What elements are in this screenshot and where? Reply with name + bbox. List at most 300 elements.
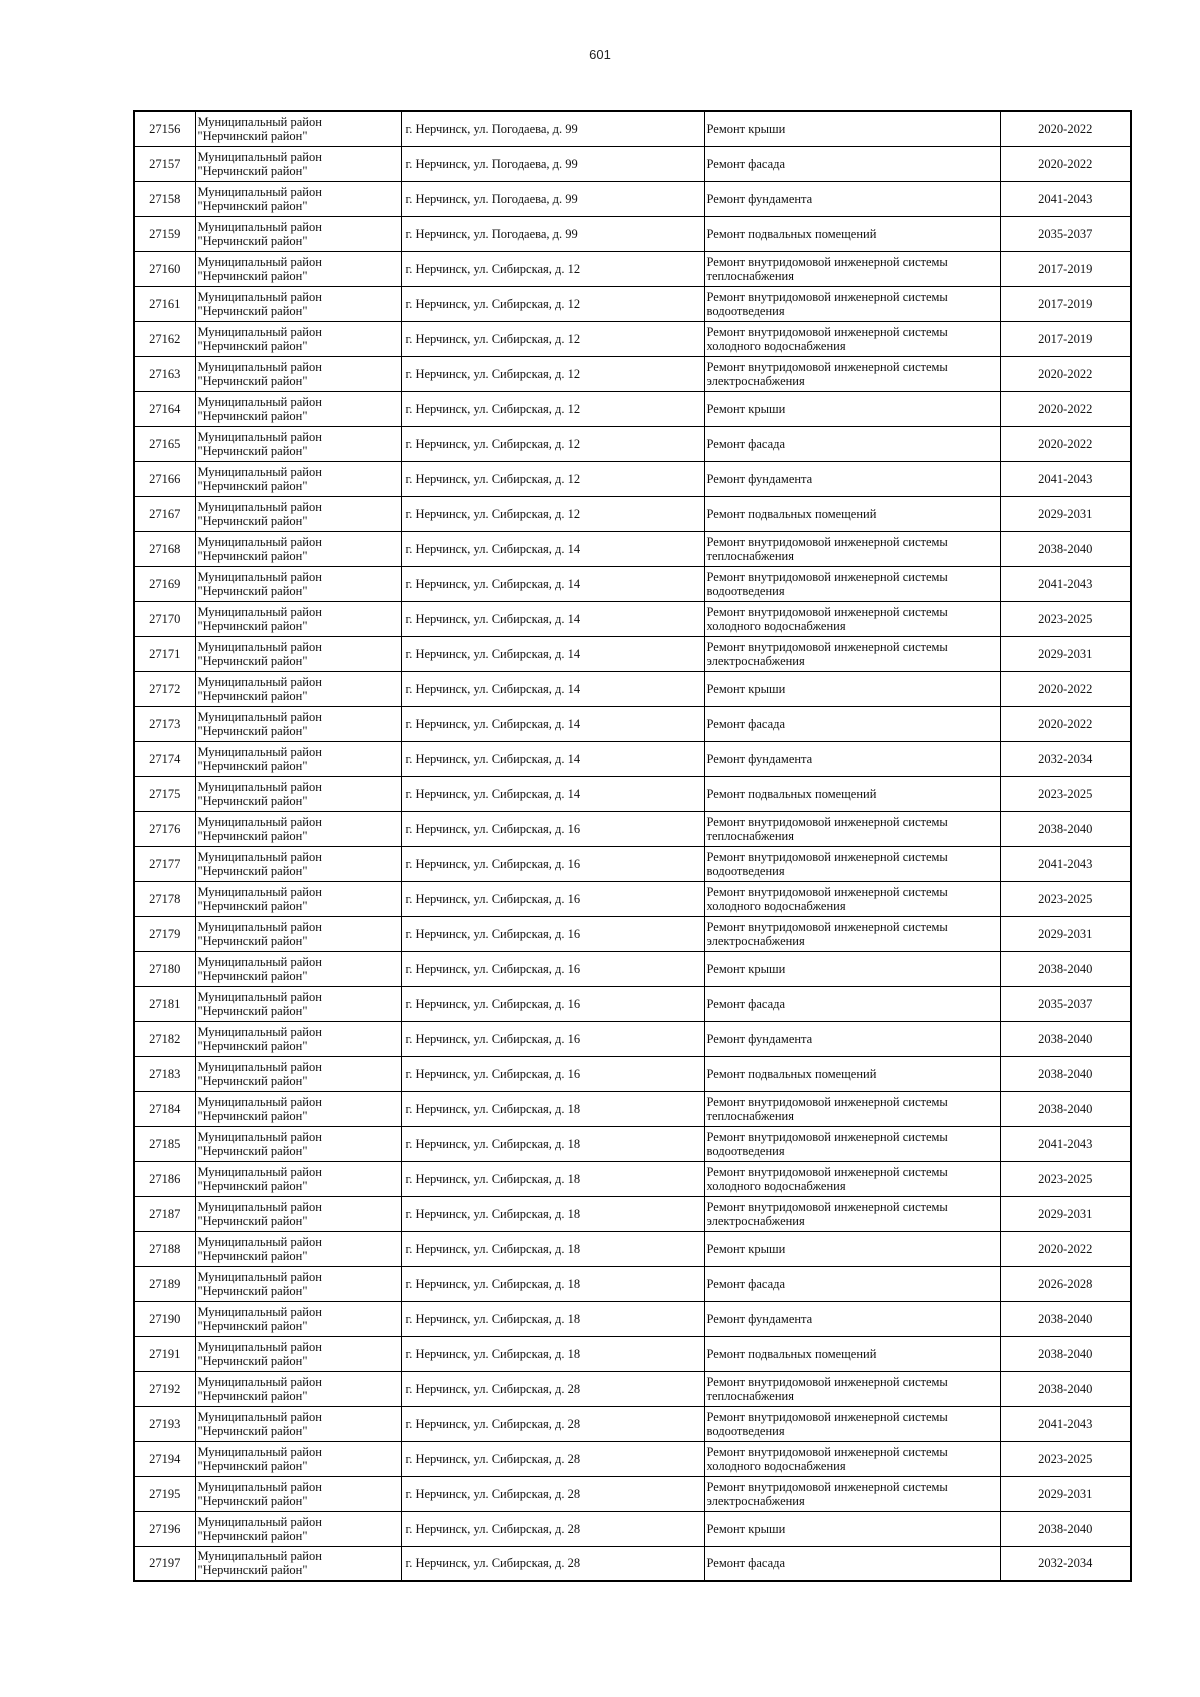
municipality-line-1: Муниципальный район	[197, 814, 322, 829]
table-row	[134, 1196, 1131, 1231]
municipality-line-2: "Нерчинский район"	[197, 233, 308, 248]
municipality-line-1: Муниципальный район	[197, 1514, 322, 1529]
cell-id: 27181	[134, 986, 195, 1021]
work-type-line-2: холодного водоснабжения	[706, 1178, 846, 1193]
municipality-line-2: "Нерчинский район"	[197, 1353, 308, 1368]
cell-address: г. Нерчинск, ул. Сибирская, д. 28	[401, 1371, 704, 1406]
cell-work-type	[704, 146, 1000, 181]
municipality-line-2: "Нерчинский район"	[197, 1073, 308, 1088]
cell-id: 27187	[134, 1196, 195, 1231]
cell-work-type	[704, 741, 1000, 776]
cell-id: 27192	[134, 1371, 195, 1406]
cell-id: 27163	[134, 356, 195, 391]
municipality-line-1: Муниципальный район	[197, 149, 322, 164]
work-type-line-2: теплоснабжения	[706, 828, 794, 843]
work-type-line-1: Ремонт подвальных помещений	[706, 506, 877, 521]
municipality-line-1: Муниципальный район	[197, 1164, 322, 1179]
table-row	[134, 881, 1131, 916]
work-type-line-1: Ремонт внутридомовой инженерной системы	[706, 1094, 948, 1109]
municipality-line-2: "Нерчинский район"	[197, 303, 308, 318]
table-body	[134, 111, 1131, 1581]
municipality-line-2: "Нерчинский район"	[197, 478, 308, 493]
cell-municipality	[195, 496, 401, 531]
cell-municipality	[195, 1476, 401, 1511]
cell-address: г. Нерчинск, ул. Погодаева, д. 99	[401, 216, 704, 251]
cell-period: 2041-2043	[1000, 566, 1131, 601]
cell-municipality	[195, 426, 401, 461]
cell-period: 2038-2040	[1000, 1021, 1131, 1056]
municipality-line-2: "Нерчинский район"	[197, 1213, 308, 1228]
work-type-line-1: Ремонт внутридомовой инженерной системы	[706, 1374, 948, 1389]
table-row	[134, 706, 1131, 741]
work-type-line-1: Ремонт фундамента	[706, 471, 813, 486]
work-type-line-1: Ремонт подвальных помещений	[706, 1066, 877, 1081]
cell-municipality	[195, 356, 401, 391]
cell-period: 2017-2019	[1000, 321, 1131, 356]
municipality-line-1: Муниципальный район	[197, 674, 322, 689]
work-type-line-2: водоотведения	[706, 1423, 785, 1438]
cell-id: 27188	[134, 1231, 195, 1266]
work-type-line-1: Ремонт внутридомовой инженерной системы	[706, 1479, 948, 1494]
table-row	[134, 1231, 1131, 1266]
table-row	[134, 216, 1131, 251]
work-type-line-1: Ремонт фасада	[706, 996, 786, 1011]
cell-id: 27158	[134, 181, 195, 216]
work-type-line-2: холодного водоснабжения	[706, 1458, 846, 1473]
cell-address: г. Нерчинск, ул. Сибирская, д. 18	[401, 1161, 704, 1196]
work-type-line-1: Ремонт внутридомовой инженерной системы	[706, 604, 948, 619]
cell-id: 27195	[134, 1476, 195, 1511]
cell-address: г. Нерчинск, ул. Погодаева, д. 99	[401, 181, 704, 216]
cell-id: 27183	[134, 1056, 195, 1091]
municipality-line-1: Муниципальный район	[197, 779, 322, 794]
table-row	[134, 1126, 1131, 1161]
cell-period: 2026-2028	[1000, 1266, 1131, 1301]
cell-id: 27171	[134, 636, 195, 671]
cell-id: 27177	[134, 846, 195, 881]
cell-work-type	[704, 251, 1000, 286]
cell-municipality	[195, 986, 401, 1021]
work-type-line-1: Ремонт внутридомовой инженерной системы	[706, 289, 948, 304]
cell-id: 27174	[134, 741, 195, 776]
municipality-line-1: Муниципальный район	[197, 1094, 322, 1109]
municipality-line-1: Муниципальный район	[197, 1304, 322, 1319]
work-type-line-1: Ремонт подвальных помещений	[706, 1346, 877, 1361]
work-type-line-1: Ремонт фасада	[706, 1276, 786, 1291]
table-row	[134, 1511, 1131, 1546]
table-row	[134, 1161, 1131, 1196]
cell-work-type	[704, 1231, 1000, 1266]
cell-work-type	[704, 671, 1000, 706]
work-type-line-2: холодного водоснабжения	[706, 898, 846, 913]
cell-work-type	[704, 1021, 1000, 1056]
table-row	[134, 356, 1131, 391]
municipality-line-1: Муниципальный район	[197, 534, 322, 549]
municipality-line-2: "Нерчинский район"	[197, 688, 308, 703]
cell-period: 2038-2040	[1000, 1371, 1131, 1406]
work-type-line-1: Ремонт подвальных помещений	[706, 786, 877, 801]
municipality-line-1: Муниципальный район	[197, 1234, 322, 1249]
work-type-line-1: Ремонт внутридомовой инженерной системы	[706, 254, 948, 269]
cell-period: 2020-2022	[1000, 426, 1131, 461]
table-row	[134, 1546, 1131, 1581]
municipality-line-1: Муниципальный район	[197, 1409, 322, 1424]
municipality-line-2: "Нерчинский район"	[197, 758, 308, 773]
cell-address: г. Нерчинск, ул. Сибирская, д. 16	[401, 951, 704, 986]
table-row	[134, 391, 1131, 426]
cell-address: г. Нерчинск, ул. Сибирская, д. 14	[401, 601, 704, 636]
table-row	[134, 566, 1131, 601]
municipality-line-2: "Нерчинский район"	[197, 968, 308, 983]
cell-id: 27168	[134, 531, 195, 566]
cell-work-type	[704, 1336, 1000, 1371]
cell-address: г. Нерчинск, ул. Сибирская, д. 12	[401, 321, 704, 356]
work-type-line-2: электроснабжения	[706, 653, 805, 668]
cell-municipality	[195, 1511, 401, 1546]
cell-id: 27194	[134, 1441, 195, 1476]
cell-address: г. Нерчинск, ул. Сибирская, д. 16	[401, 986, 704, 1021]
table-row	[134, 1406, 1131, 1441]
municipality-line-1: Муниципальный район	[197, 989, 322, 1004]
cell-period: 2038-2040	[1000, 1091, 1131, 1126]
table-row	[134, 811, 1131, 846]
cell-period: 2038-2040	[1000, 1301, 1131, 1336]
municipality-line-2: "Нерчинский район"	[197, 653, 308, 668]
cell-municipality	[195, 1441, 401, 1476]
cell-work-type	[704, 426, 1000, 461]
municipality-line-1: Муниципальный район	[197, 359, 322, 374]
municipality-line-1: Муниципальный район	[197, 394, 322, 409]
municipality-line-1: Муниципальный район	[197, 639, 322, 654]
cell-work-type	[704, 881, 1000, 916]
municipality-line-1: Муниципальный район	[197, 849, 322, 864]
work-type-line-2: электроснабжения	[706, 933, 805, 948]
cell-work-type	[704, 1126, 1000, 1161]
cell-id: 27176	[134, 811, 195, 846]
work-type-line-1: Ремонт крыши	[706, 401, 786, 416]
cell-address: г. Нерчинск, ул. Сибирская, д. 28	[401, 1406, 704, 1441]
table-row	[134, 531, 1131, 566]
cell-period: 2023-2025	[1000, 881, 1131, 916]
table-row	[134, 426, 1131, 461]
cell-period: 2032-2034	[1000, 1546, 1131, 1581]
cell-period: 2020-2022	[1000, 1231, 1131, 1266]
municipality-line-1: Муниципальный район	[197, 1549, 322, 1564]
cell-address: г. Нерчинск, ул. Сибирская, д. 12	[401, 391, 704, 426]
cell-period: 2029-2031	[1000, 916, 1131, 951]
cell-period: 2020-2022	[1000, 391, 1131, 426]
cell-work-type	[704, 1371, 1000, 1406]
cell-address: г. Нерчинск, ул. Сибирская, д. 14	[401, 636, 704, 671]
work-type-line-1: Ремонт внутридомовой инженерной системы	[706, 849, 948, 864]
table-row	[134, 1476, 1131, 1511]
work-type-line-1: Ремонт внутридомовой инженерной системы	[706, 569, 948, 584]
work-type-line-1: Ремонт внутридомовой инженерной системы	[706, 919, 948, 934]
cell-municipality	[195, 916, 401, 951]
cell-address: г. Нерчинск, ул. Сибирская, д. 12	[401, 286, 704, 321]
work-type-line-1: Ремонт внутридомовой инженерной системы	[706, 884, 948, 899]
cell-work-type	[704, 776, 1000, 811]
table-row	[134, 951, 1131, 986]
municipality-line-1: Муниципальный район	[197, 569, 322, 584]
cell-address: г. Нерчинск, ул. Сибирская, д. 18	[401, 1126, 704, 1161]
municipality-line-1: Муниципальный район	[197, 1199, 322, 1214]
cell-municipality	[195, 1231, 401, 1266]
cell-municipality	[195, 776, 401, 811]
cell-work-type	[704, 356, 1000, 391]
table-row	[134, 741, 1131, 776]
municipality-line-2: "Нерчинский район"	[197, 1388, 308, 1403]
cell-address: г. Нерчинск, ул. Сибирская, д. 18	[401, 1196, 704, 1231]
cell-municipality	[195, 1021, 401, 1056]
cell-municipality	[195, 216, 401, 251]
cell-work-type	[704, 706, 1000, 741]
cell-work-type	[704, 286, 1000, 321]
table-row	[134, 496, 1131, 531]
table-row	[134, 1301, 1131, 1336]
cell-municipality	[195, 391, 401, 426]
work-type-line-2: теплоснабжения	[706, 1388, 794, 1403]
cell-id: 27185	[134, 1126, 195, 1161]
cell-period: 2035-2037	[1000, 986, 1131, 1021]
cell-municipality	[195, 706, 401, 741]
cell-municipality	[195, 671, 401, 706]
cell-id: 27196	[134, 1511, 195, 1546]
work-type-line-1: Ремонт крыши	[706, 681, 786, 696]
work-type-line-1: Ремонт крыши	[706, 121, 786, 136]
cell-work-type	[704, 1441, 1000, 1476]
cell-work-type	[704, 321, 1000, 356]
cell-address: г. Нерчинск, ул. Сибирская, д. 18	[401, 1091, 704, 1126]
cell-address: г. Нерчинск, ул. Сибирская, д. 12	[401, 496, 704, 531]
municipality-line-1: Муниципальный район	[197, 1339, 322, 1354]
work-type-line-2: теплоснабжения	[706, 1108, 794, 1123]
municipality-line-2: "Нерчинский район"	[197, 443, 308, 458]
work-type-line-1: Ремонт внутридомовой инженерной системы	[706, 1444, 948, 1459]
cell-address: г. Нерчинск, ул. Сибирская, д. 16	[401, 881, 704, 916]
cell-address: г. Нерчинск, ул. Сибирская, д. 18	[401, 1266, 704, 1301]
cell-work-type	[704, 1266, 1000, 1301]
cell-address: г. Нерчинск, ул. Сибирская, д. 12	[401, 426, 704, 461]
work-type-line-2: электроснабжения	[706, 373, 805, 388]
municipality-line-1: Муниципальный район	[197, 1059, 322, 1074]
cell-id: 27162	[134, 321, 195, 356]
work-type-line-2: водоотведения	[706, 583, 785, 598]
cell-id: 27197	[134, 1546, 195, 1581]
page-number: 601	[589, 47, 611, 62]
cell-work-type	[704, 111, 1000, 146]
cell-period: 2020-2022	[1000, 146, 1131, 181]
cell-address: г. Нерчинск, ул. Сибирская, д. 28	[401, 1441, 704, 1476]
cell-id: 27159	[134, 216, 195, 251]
cell-municipality	[195, 636, 401, 671]
cell-period: 2020-2022	[1000, 671, 1131, 706]
cell-period: 2038-2040	[1000, 1511, 1131, 1546]
work-type-line-1: Ремонт подвальных помещений	[706, 226, 877, 241]
cell-work-type	[704, 1546, 1000, 1581]
municipality-line-1: Муниципальный район	[197, 184, 322, 199]
cell-work-type	[704, 811, 1000, 846]
work-type-line-1: Ремонт внутридомовой инженерной системы	[706, 324, 948, 339]
cell-id: 27160	[134, 251, 195, 286]
cell-work-type	[704, 181, 1000, 216]
cell-period: 2023-2025	[1000, 776, 1131, 811]
municipality-line-2: "Нерчинский район"	[197, 898, 308, 913]
cell-id: 27180	[134, 951, 195, 986]
municipality-line-1: Муниципальный район	[197, 1479, 322, 1494]
cell-id: 27184	[134, 1091, 195, 1126]
work-type-line-2: холодного водоснабжения	[706, 338, 846, 353]
cell-period: 2020-2022	[1000, 356, 1131, 391]
table-row	[134, 636, 1131, 671]
municipality-line-2: "Нерчинский район"	[197, 1038, 308, 1053]
work-type-line-1: Ремонт крыши	[706, 1521, 786, 1536]
municipality-line-1: Муниципальный район	[197, 219, 322, 234]
table-row	[134, 321, 1131, 356]
cell-period: 2041-2043	[1000, 846, 1131, 881]
cell-id: 27170	[134, 601, 195, 636]
work-type-line-1: Ремонт фундамента	[706, 191, 813, 206]
cell-address: г. Нерчинск, ул. Сибирская, д. 28	[401, 1476, 704, 1511]
cell-address: г. Нерчинск, ул. Сибирская, д. 14	[401, 566, 704, 601]
municipality-line-1: Муниципальный район	[197, 499, 322, 514]
work-type-line-2: холодного водоснабжения	[706, 618, 846, 633]
municipality-line-2: "Нерчинский район"	[197, 198, 308, 213]
cell-period: 2038-2040	[1000, 811, 1131, 846]
cell-municipality	[195, 881, 401, 916]
work-type-line-1: Ремонт внутридомовой инженерной системы	[706, 639, 948, 654]
work-type-line-2: теплоснабжения	[706, 548, 794, 563]
work-type-line-1: Ремонт внутридомовой инженерной системы	[706, 1129, 948, 1144]
cell-period: 2032-2034	[1000, 741, 1131, 776]
cell-period: 2023-2025	[1000, 1161, 1131, 1196]
municipality-line-2: "Нерчинский район"	[197, 828, 308, 843]
municipality-line-2: "Нерчинский район"	[197, 1528, 308, 1543]
cell-address: г. Нерчинск, ул. Погодаева, д. 99	[401, 146, 704, 181]
cell-work-type	[704, 391, 1000, 426]
cell-id: 27191	[134, 1336, 195, 1371]
work-type-line-1: Ремонт крыши	[706, 1241, 786, 1256]
municipality-line-1: Муниципальный район	[197, 709, 322, 724]
cell-id: 27193	[134, 1406, 195, 1441]
cell-period: 2029-2031	[1000, 1196, 1131, 1231]
municipality-line-2: "Нерчинский район"	[197, 408, 308, 423]
table-row	[134, 461, 1131, 496]
work-type-line-1: Ремонт внутридомовой инженерной системы	[706, 1164, 948, 1179]
municipality-line-1: Муниципальный район	[197, 324, 322, 339]
cell-municipality	[195, 811, 401, 846]
cell-municipality	[195, 1266, 401, 1301]
work-type-line-1: Ремонт внутридомовой инженерной системы	[706, 359, 948, 374]
cell-municipality	[195, 1546, 401, 1581]
municipality-line-1: Муниципальный район	[197, 1024, 322, 1039]
work-type-line-1: Ремонт фасада	[706, 1556, 786, 1571]
municipality-line-1: Муниципальный район	[197, 954, 322, 969]
municipality-line-2: "Нерчинский район"	[197, 1423, 308, 1438]
cell-municipality	[195, 461, 401, 496]
cell-address: г. Нерчинск, ул. Сибирская, д. 16	[401, 916, 704, 951]
table-row	[134, 1371, 1131, 1406]
cell-municipality	[195, 1301, 401, 1336]
cell-municipality	[195, 251, 401, 286]
table-row	[134, 1336, 1131, 1371]
cell-period: 2023-2025	[1000, 601, 1131, 636]
municipality-line-1: Муниципальный район	[197, 744, 322, 759]
cell-municipality	[195, 951, 401, 986]
cell-address: г. Нерчинск, ул. Сибирская, д. 12	[401, 461, 704, 496]
cell-period: 2038-2040	[1000, 951, 1131, 986]
cell-municipality	[195, 1196, 401, 1231]
repair-schedule-table	[133, 110, 1132, 1582]
work-type-line-1: Ремонт фундамента	[706, 1031, 813, 1046]
cell-period: 2020-2022	[1000, 111, 1131, 146]
cell-id: 27182	[134, 1021, 195, 1056]
cell-id: 27175	[134, 776, 195, 811]
cell-work-type	[704, 461, 1000, 496]
cell-address: г. Нерчинск, ул. Сибирская, д. 12	[401, 356, 704, 391]
work-type-line-2: водоотведения	[706, 303, 785, 318]
municipality-line-2: "Нерчинский район"	[197, 1178, 308, 1193]
work-type-line-1: Ремонт внутридомовой инженерной системы	[706, 1409, 948, 1424]
cell-period: 2017-2019	[1000, 286, 1131, 321]
cell-address: г. Нерчинск, ул. Погодаева, д. 99	[401, 111, 704, 146]
municipality-line-2: "Нерчинский район"	[197, 723, 308, 738]
cell-address: г. Нерчинск, ул. Сибирская, д. 14	[401, 741, 704, 776]
cell-municipality	[195, 321, 401, 356]
cell-period: 2041-2043	[1000, 1126, 1131, 1161]
cell-work-type	[704, 1301, 1000, 1336]
municipality-line-1: Муниципальный район	[197, 1269, 322, 1284]
work-type-line-1: Ремонт фундамента	[706, 1311, 813, 1326]
municipality-line-1: Муниципальный район	[197, 919, 322, 934]
table-row	[134, 1091, 1131, 1126]
municipality-line-1: Муниципальный район	[197, 254, 322, 269]
cell-address: г. Нерчинск, ул. Сибирская, д. 14	[401, 671, 704, 706]
cell-municipality	[195, 846, 401, 881]
cell-period: 2041-2043	[1000, 181, 1131, 216]
cell-municipality	[195, 146, 401, 181]
cell-id: 27172	[134, 671, 195, 706]
cell-id: 27166	[134, 461, 195, 496]
table-row	[134, 111, 1131, 146]
cell-address: г. Нерчинск, ул. Сибирская, д. 18	[401, 1336, 704, 1371]
municipality-line-2: "Нерчинский район"	[197, 373, 308, 388]
municipality-line-2: "Нерчинский район"	[197, 1458, 308, 1473]
cell-id: 27169	[134, 566, 195, 601]
municipality-line-2: "Нерчинский район"	[197, 863, 308, 878]
cell-address: г. Нерчинск, ул. Сибирская, д. 14	[401, 531, 704, 566]
cell-id: 27189	[134, 1266, 195, 1301]
municipality-line-2: "Нерчинский район"	[197, 163, 308, 178]
municipality-line-2: "Нерчинский район"	[197, 1108, 308, 1123]
cell-work-type	[704, 1091, 1000, 1126]
cell-period: 2038-2040	[1000, 1336, 1131, 1371]
cell-id: 27161	[134, 286, 195, 321]
cell-municipality	[195, 1091, 401, 1126]
municipality-line-1: Муниципальный район	[197, 464, 322, 479]
cell-id: 27167	[134, 496, 195, 531]
municipality-line-1: Муниципальный район	[197, 1444, 322, 1459]
work-type-line-1: Ремонт внутридомовой инженерной системы	[706, 814, 948, 829]
cell-work-type	[704, 496, 1000, 531]
cell-municipality	[195, 111, 401, 146]
cell-address: г. Нерчинск, ул. Сибирская, д. 18	[401, 1231, 704, 1266]
table-row	[134, 146, 1131, 181]
cell-work-type	[704, 846, 1000, 881]
municipality-line-2: "Нерчинский район"	[197, 548, 308, 563]
cell-id: 27156	[134, 111, 195, 146]
cell-id: 27157	[134, 146, 195, 181]
